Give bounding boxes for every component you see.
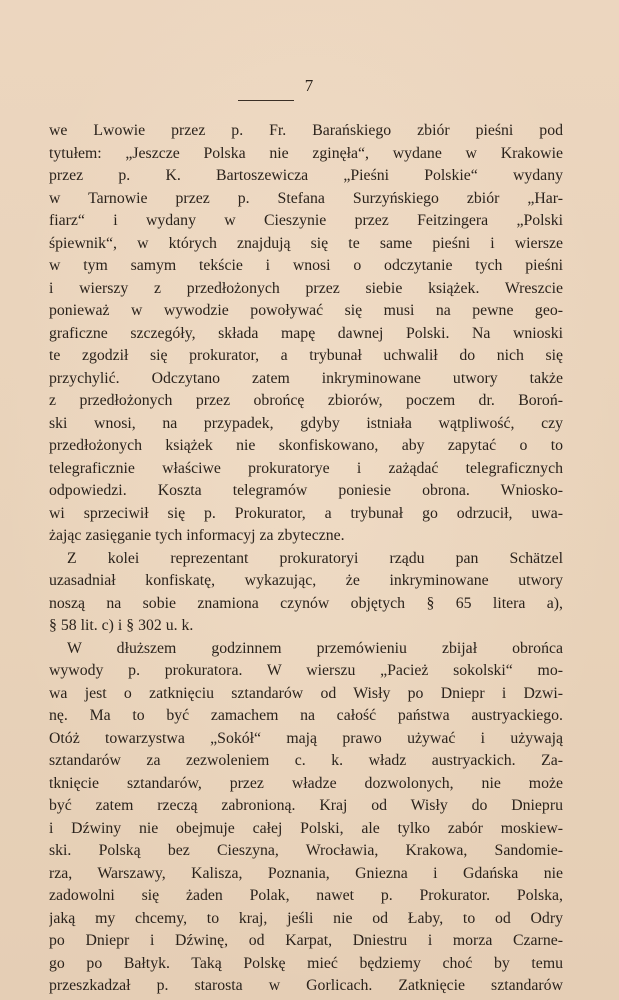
text-line: wa jest o zatknięciu sztandarów od Wisły po Dniepr i Dzwi-	[49, 684, 563, 702]
text-line: przedłożonych książek nie skonfiskowano, aby zapytać o to	[49, 437, 563, 454]
text-line: przez p. K. Bartoszewicza „Pieśni Polskie“ wydany	[49, 167, 563, 184]
text-line: ponieważ w wywodzie powoływać się musi na pewne geo-	[49, 302, 563, 319]
text-line: wi sprzeciwił się p. Prokurator, a trybunał go odrzucił, uwa-	[49, 504, 563, 522]
text-line: ski. Polską bez Cieszyna, Wrocławia, Krakowa, Sandomie-	[49, 842, 563, 859]
text-line: po Dniepr i Dźwinę, od Karpat, Dniestru i morza Czarne-	[49, 932, 563, 949]
text-line: W dłuższem godzinnem przemówieniu zbijał obrońca	[67, 639, 563, 657]
text-line: odpowiedzi. Koszta telegramów poniesie obrona. Wniosko-	[49, 482, 563, 499]
text-line: przeszkadzał p. starosta w Gorlicach. Zatknięcie sztandarów	[49, 977, 563, 994]
text-line: żając zasięganie tych informacyj za zbyteczne.	[49, 527, 345, 544]
text-line: i Dźwiny nie obejmuje całej Polski, ale tylko zabór moskiew-	[49, 819, 563, 837]
text-line: zadowolni się żaden Polak, nawet p. Prokurator. Polska,	[49, 887, 563, 904]
text-line: fiarz“ i wydany w Cieszynie przez Feitzingera „Polski	[49, 212, 563, 229]
text-line: we Lwowie przez p. Fr. Barańskiego zbiór pieśni pod	[49, 122, 563, 139]
text-line: ski wnosi, na przypadek, gdyby istniała wątpliwość, czy	[49, 414, 563, 432]
text-line: te zgodził się prokurator, a trybunał uchwalił do nich się	[49, 347, 563, 364]
text-line: rza, Warszawy, Kalisza, Poznania, Gniezna i Gdańska nie	[49, 864, 563, 882]
text-line: śpiewnik“, w których znajdują się te same pieśni i wiersze	[49, 234, 563, 252]
text-line: tytułem: „Jeszcze Polska nie zginęła“, wydane w Krakowie	[49, 144, 563, 162]
text-line: noszą na sobie znamiona czynów objętych § 65 litera a),	[49, 594, 563, 612]
text-line: tknięcie sztandarów, przez władze dozwolonych, nie może	[49, 774, 563, 792]
text-line: Otóż towarzystwa „Sokół“ mają prawo używać i używają	[49, 729, 563, 747]
body-text	[49, 120, 563, 998]
text-line: przychylić. Odczytano zatem inkryminowane utwory także	[49, 369, 563, 387]
text-line: i wierszy z przedłożonych przez siebie książek. Wreszcie	[49, 279, 563, 297]
text-line: w tym samym tekście i wnosi o odczytanie tych pieśni	[49, 257, 563, 274]
text-line: go po Bałtyk. Taką Polskę mieć będziemy choć by temu	[49, 954, 563, 972]
text-line: wywody p. prokuratora. W wierszu „Pacież sokolski“ mo-	[49, 662, 563, 679]
text-line: § 58 lit. c) i § 302 u. k.	[49, 617, 194, 634]
text-line: sztandarów za zezwoleniem c. k. władz austryackich. Za-	[49, 752, 563, 769]
text-line: z przedłożonych przez obrońcę zbiorów, poczem dr. Boroń-	[49, 392, 563, 409]
text-line: telegraficznie właściwe prokuratorye i zażądać telegraficznych	[49, 459, 563, 477]
page-number-rule	[238, 100, 294, 101]
text-line: uzasadniał konfiskatę, wykazując, że inkryminowane utwory	[49, 572, 563, 589]
text-line: nę. Ma to być zamachem na całość państwa austryackiego.	[49, 707, 563, 724]
text-line: jaką my chcemy, to kraj, jeśli nie od Łaby, to od Odry	[49, 909, 563, 927]
text-line: być zatem rzeczą zabronioną. Kraj od Wisły do Dniepru	[49, 797, 563, 814]
text-line: graficzne szczegóły, składa mapę dawnej Polski. Na wnioski	[49, 324, 563, 342]
page-number: 7	[304, 76, 315, 95]
text-line: w Tarnowie przez p. Stefana Surzyńskiego zbiór „Har-	[49, 189, 563, 207]
text-line: Z kolei reprezentant prokuratoryi rządu pan Schätzel	[67, 549, 563, 567]
